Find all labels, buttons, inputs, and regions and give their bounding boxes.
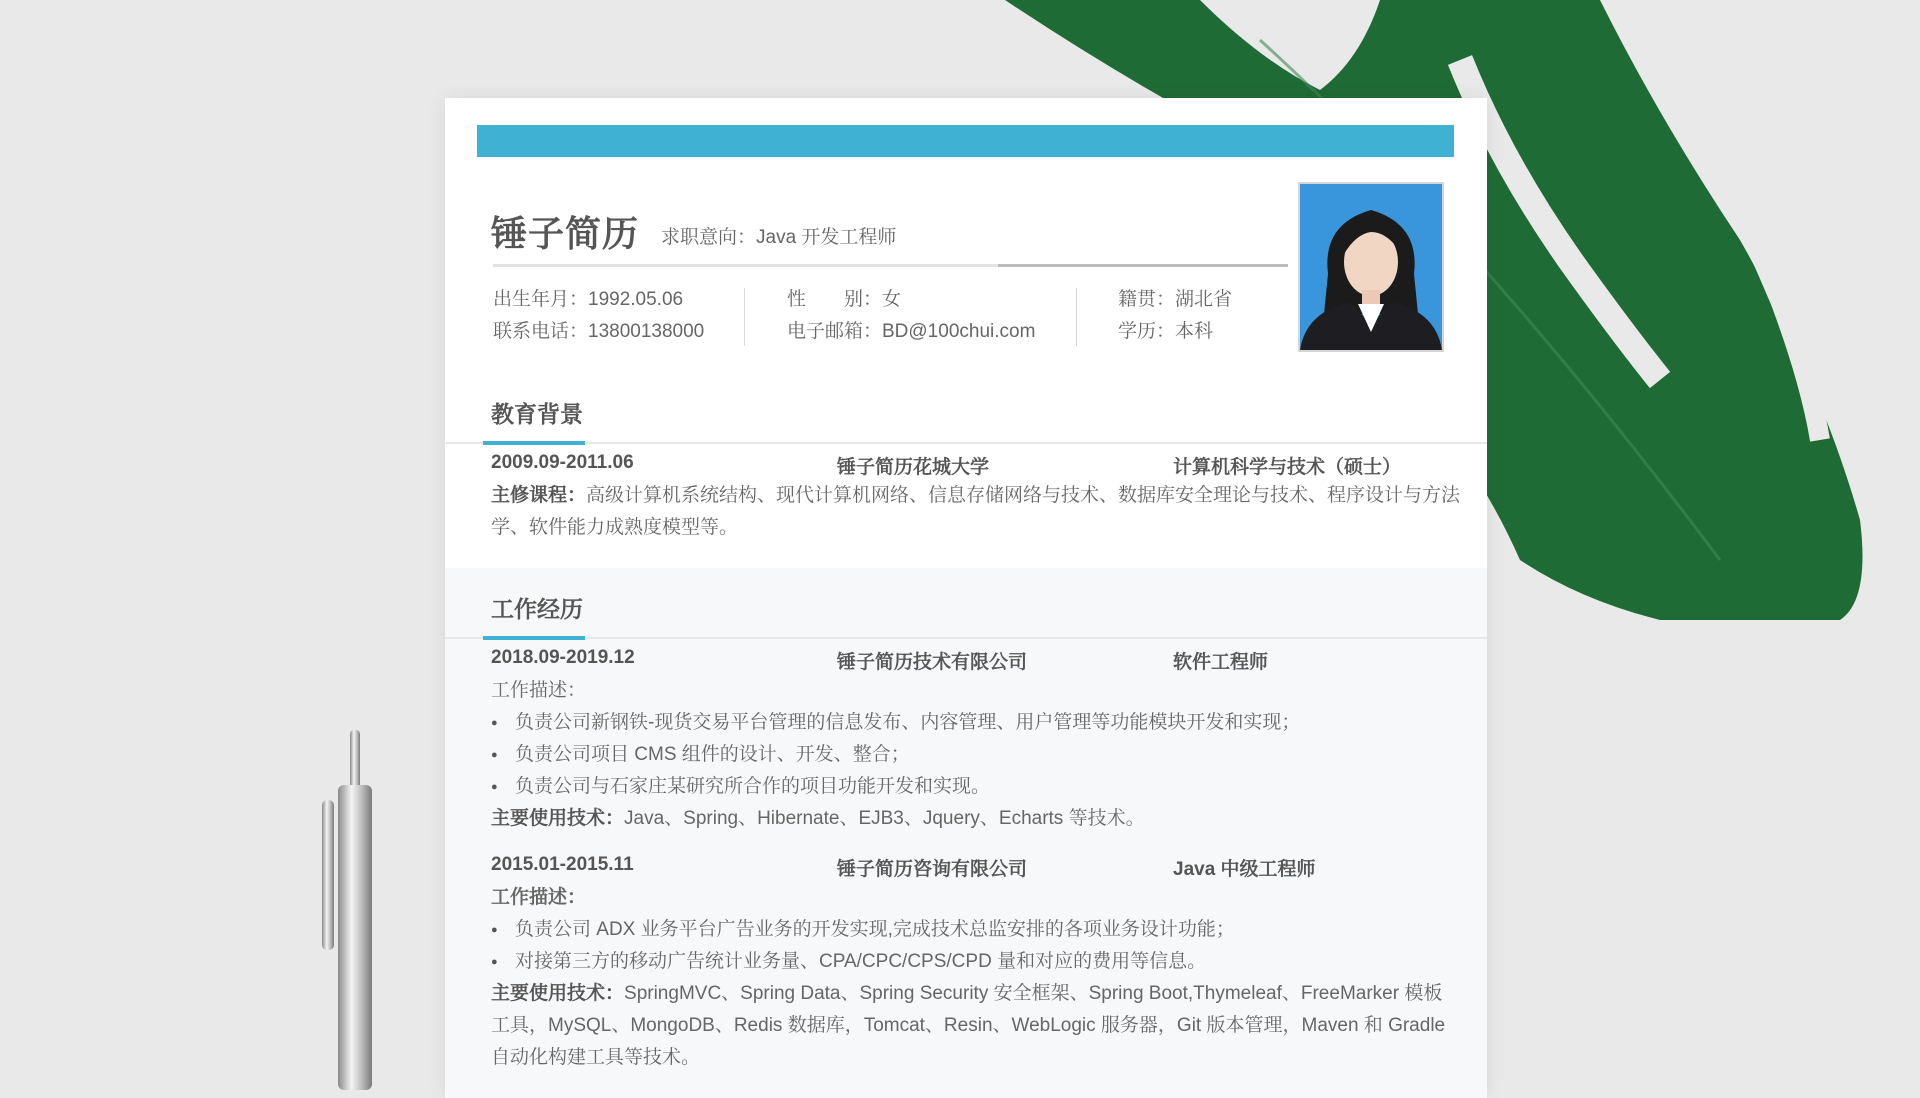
origin: 籍贯：湖北省 <box>1118 289 1233 310</box>
education-title: 教育背景 <box>491 401 583 427</box>
pen-decoration <box>300 730 390 1090</box>
resume-page <box>445 98 1487 1098</box>
email: 电子邮箱：BD@100chui.com <box>787 321 1036 342</box>
birth-date: 出生年月：1992.05.06 <box>493 289 684 310</box>
job-1-bullets <box>491 707 1461 803</box>
phone-number: 联系电话：13800138000 <box>493 321 705 342</box>
courses-text: 高级计算机系统结构、现代计算机网络、信息存储网络与技术、数据库安全理论与技术、程序设计与方法学、软件能力成熟度模型等。 <box>491 485 1461 538</box>
list-item: ● 负责公司与石家庄某研究所合作的项目功能开发和实现。 <box>491 771 1461 803</box>
resume-name: 锤子简历 <box>491 213 640 254</box>
tech-text: Java、Spring、Hibernate、EJB3、Jquery、Echarts 等技术。 <box>624 808 1145 829</box>
job-intent: 求职意向：Java 开发工程师 <box>661 227 897 248</box>
job-2-position: Java 中级工程师 <box>1173 859 1316 880</box>
tech-label: 主要使用技术： <box>491 808 625 829</box>
list-item: ● 对接第三方的移动广告统计业务量、CPA/CPC/CPS/CPD 量和对应的费用等信息。 <box>491 946 1461 978</box>
info-col-2 <box>787 284 1035 348</box>
job-1-tech <box>491 803 1461 835</box>
list-item: ● 负责公司 ADX 业务平台广告业务的开发实现,完成技术总监安排的各项业务设计功能； <box>491 914 1461 946</box>
education-courses <box>491 480 1461 544</box>
education-section-header <box>445 396 1487 448</box>
degree: 学历：本科 <box>1118 321 1214 342</box>
header-accent-bar <box>477 125 1454 157</box>
education-major: 计算机科学与技术（硕士） <box>1173 457 1402 478</box>
info-divider-2 <box>1076 288 1077 346</box>
portrait-icon <box>1300 184 1442 350</box>
job-1-company: 锤子简历技术有限公司 <box>837 652 1028 673</box>
education-period: 2009.09-2011.06 <box>491 452 634 473</box>
gender: 性 别：女 <box>787 289 902 310</box>
education-divider <box>445 442 1487 444</box>
work-accent <box>483 636 585 640</box>
work-section-header <box>445 591 1487 643</box>
profile-photo <box>1298 182 1444 352</box>
tech-text: SpringMVC、Spring Data、Spring Security 安全框架、Spring Boot,Thymeleaf、FreeMarker 模板工具，MySQL、MongoDB、Redis 数据库，Tomcat、Resin、WebLogic 服务器，Git 版本管理，Maven 和 Gradle 自动化构建工具等技术。 <box>491 983 1446 1068</box>
info-col-3 <box>1118 284 1232 348</box>
work-divider <box>445 637 1487 639</box>
job-2-period: 2015.01-2015.11 <box>491 854 634 875</box>
list-item: ● 负责公司新钢铁-现货交易平台管理的信息发布、内容管理、用户管理等功能模块开发和实现； <box>491 707 1461 739</box>
tech-label: 主要使用技术： <box>491 983 625 1004</box>
work-title: 工作经历 <box>491 596 583 622</box>
list-item: ● 负责公司项目 CMS 组件的设计、开发、整合； <box>491 739 1461 771</box>
job-2-tech <box>491 978 1461 1074</box>
job-1-position: 软件工程师 <box>1173 652 1269 673</box>
job-1-desc-label: 工作描述： <box>491 680 587 701</box>
job-2-company: 锤子简历咨询有限公司 <box>837 859 1028 880</box>
education-accent <box>483 441 585 445</box>
education-school: 锤子简历花城大学 <box>837 457 990 478</box>
info-divider-1 <box>744 288 745 346</box>
header-divider <box>493 264 1288 267</box>
job-1-period: 2018.09-2019.12 <box>491 647 635 668</box>
courses-label: 主修课程： <box>491 485 587 506</box>
job-2-bullets <box>491 914 1461 978</box>
info-col-1 <box>493 284 704 348</box>
job-2-desc-label: 工作描述： <box>491 887 587 908</box>
